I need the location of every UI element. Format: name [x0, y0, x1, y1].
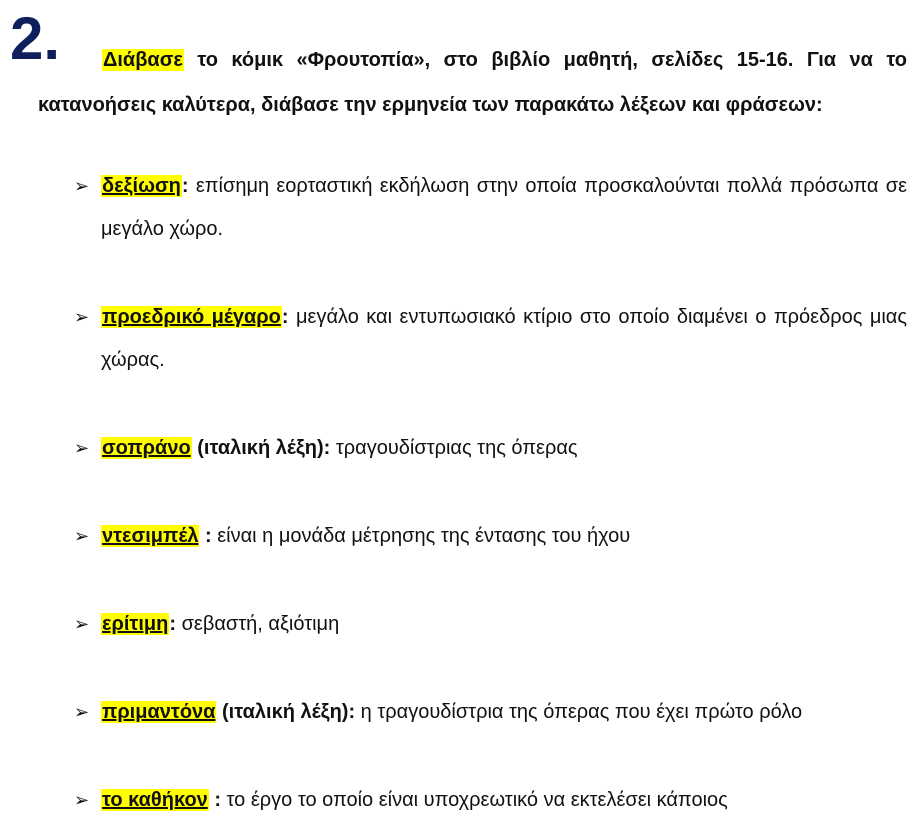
- arrow-bullet-icon: ➢: [74, 438, 90, 458]
- arrow-bullet-icon: ➢: [74, 702, 90, 722]
- arrow-bullet-icon: ➢: [74, 790, 90, 810]
- glossary-item-primadonna: [74, 691, 907, 734]
- glossary-term: προεδρικό μέγαρο: [102, 306, 281, 328]
- glossary-term: ντεσιμπέλ: [102, 525, 199, 547]
- glossary-definition: η τραγουδίστρια της όπερας που έχει πρώτο ρόλο: [355, 701, 803, 723]
- glossary-definition: είναι η μονάδα μέτρησης της έντασης του ήχου: [211, 525, 631, 547]
- glossary-separator: :: [323, 437, 331, 459]
- glossary-item-decibel: [74, 515, 907, 558]
- glossary-definition: επίσημη εορταστική εκδήλωση στην οποία προσκαλούνται πολλά πρόσωπα σε μεγάλο χώρο.: [101, 175, 907, 240]
- glossary-separator: :: [199, 525, 212, 547]
- glossary-definition: μεγάλο και εντυπωσιακό κτίριο στο οποίο διαμένει ο πρόεδρος μιας χώρας.: [101, 306, 907, 371]
- glossary-item-soprano: [74, 427, 907, 470]
- glossary-separator: :: [348, 701, 356, 723]
- arrow-bullet-icon: ➢: [74, 526, 90, 546]
- glossary-item-dexiosi: [74, 165, 907, 251]
- glossary-separator: :: [181, 175, 189, 197]
- glossary-item-proedriko-megaro: [74, 296, 907, 382]
- glossary-separator: :: [208, 789, 221, 811]
- glossary-term: δεξίωση: [102, 175, 181, 197]
- arrow-bullet-icon: ➢: [74, 176, 90, 196]
- instruction-highlight: Διάβασε: [103, 49, 183, 71]
- glossary-term: το καθήκον: [102, 789, 208, 811]
- glossary-definition: τραγουδίστριας της όπερας: [330, 437, 578, 459]
- instruction-paragraph: [38, 38, 907, 128]
- glossary-definition: σεβαστή, αξιότιμη: [176, 613, 340, 635]
- glossary-definition: το έργο το οποίο είναι υποχρεωτικό να εκτελέσει κάποιος: [221, 789, 728, 811]
- arrow-bullet-icon: ➢: [74, 307, 90, 327]
- glossary-separator: :: [169, 613, 177, 635]
- glossary-item-eritimi: [74, 603, 907, 646]
- instruction-text: το κόμικ «Φρουτοπία», στο βιβλίο μαθητή, σελίδες 15-16. Για να το κατανοήσεις καλύτερα, διάβασε την ερμηνεία των παρακάτω λέξεων και φράσεων:: [38, 49, 908, 116]
- glossary-note: (ιταλική λέξη): [216, 701, 349, 723]
- arrow-bullet-icon: ➢: [74, 614, 90, 634]
- glossary-term: ερίτιμη: [102, 613, 169, 635]
- glossary-term: πριμαντόνα: [102, 701, 216, 723]
- glossary-term: σοπράνο: [102, 437, 191, 459]
- exercise-number: 2.: [10, 5, 61, 72]
- glossary-note: (ιταλική λέξη): [191, 437, 324, 459]
- glossary-item-kathikon: [74, 779, 907, 822]
- glossary-separator: :: [281, 306, 289, 328]
